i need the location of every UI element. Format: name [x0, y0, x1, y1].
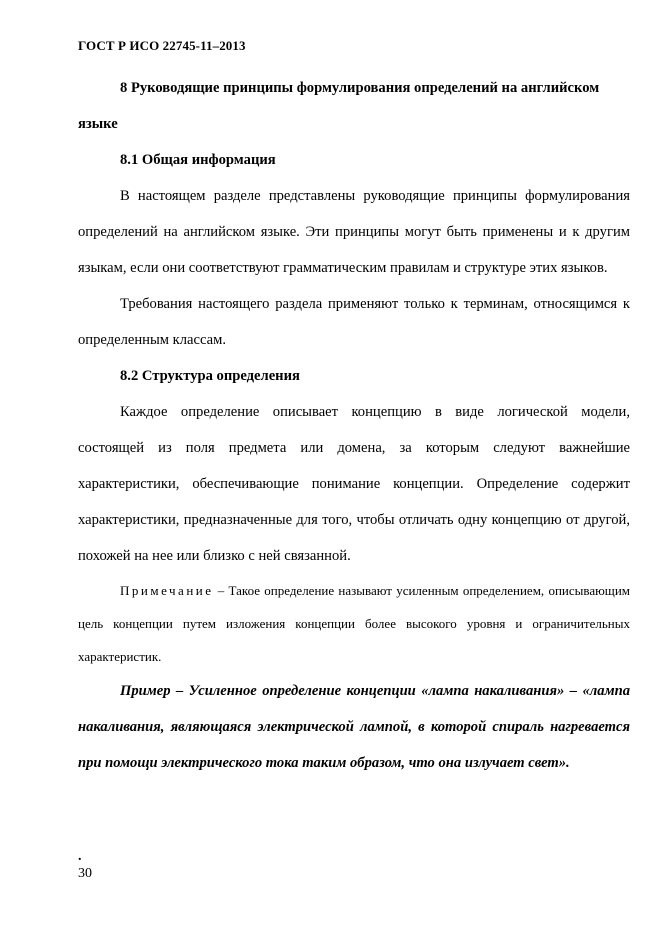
section-8-1-paragraph-1: В настоящем разделе представлены руководящие принципы формулирования определений на английском языке. Эти принципы могут быть применены и к другим языкам, если они соответствуют грамматическим правилам и структуре этих языков.: [78, 188, 630, 276]
section-8-2-heading: 8.2 Структура определения: [120, 368, 300, 384]
section-8-1-heading: 8.1 Общая информация: [120, 152, 276, 168]
page-body: [78, 70, 630, 781]
note-label: Примечание: [120, 583, 214, 598]
page-number: 30: [78, 866, 92, 881]
example-paragraph: Пример – Усиленное определение концепции «лампа накаливания» – «лампа накаливания, являющаяся электрической лампой, в которой спираль нагревается при помощи электрического тока таким образом, что она излучает свет».: [78, 683, 630, 771]
footer-dot: .: [78, 849, 82, 864]
section-8-2-paragraph-1: Каждое определение описывает концепцию в виде логической модели, состоящей из поля предмета или домена, за которым следуют важнейшие характеристики, обеспечивающие понимание концепции. Определение содержит характеристики, предназначенные для того, чтобы отличать одну концепцию от другой, похожей на нее или близко с ней связанной.: [78, 404, 630, 564]
section-8-1-paragraph-2: Требования настоящего раздела применяют только к терминам, относящимся к определенным классам.: [78, 296, 630, 348]
document-header: ГОСТ Р ИСО 22745-11–2013: [78, 38, 246, 53]
note-paragraph: [78, 574, 630, 673]
section-8-heading: 8 Руководящие принципы формулирования определений на английском языке: [78, 80, 600, 132]
note-text: – Такое определение называют усиленным определением, описывающим цель концепции путем изложения концепции более высокого уровня и ограничительных характеристик.: [78, 583, 630, 664]
